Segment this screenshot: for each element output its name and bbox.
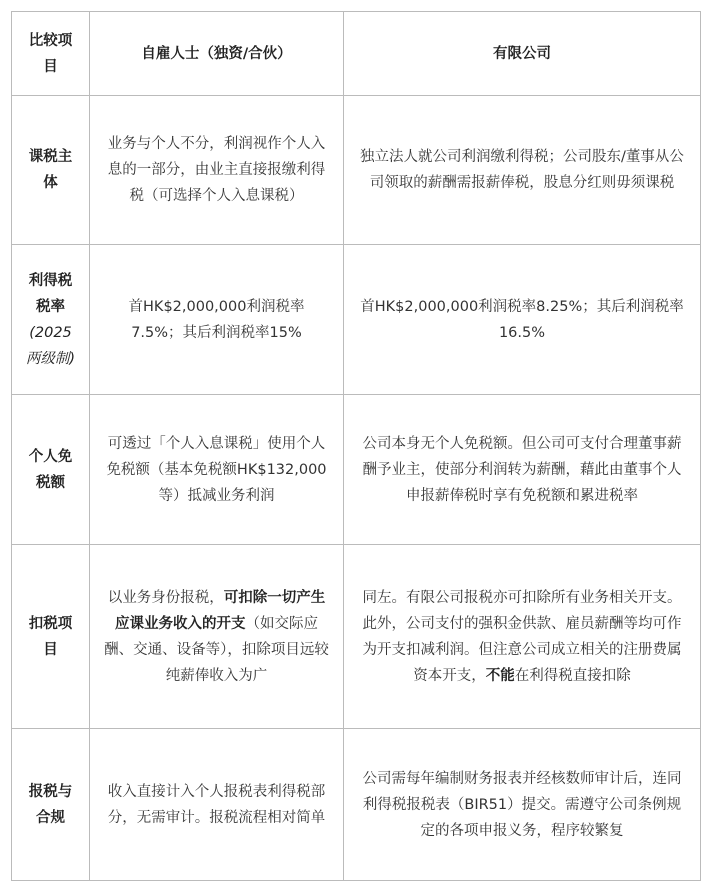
header-sole-proprietor: 自雇人士（独资/合伙） [90,12,344,96]
table-header-row [12,12,701,96]
table-row [12,245,701,395]
table-row [12,96,701,245]
header-item: 比较项目 [12,12,90,96]
sole-proprietor-cell: 业务与个人不分，利润视作个人入息的一部分，由业主直接报缴利得税（可选择个人入息课税） [90,96,344,245]
row-label-note: (2025两级制) [25,324,76,367]
bold-text: 可扣除一切产生应课业务收入的开支 [115,589,326,632]
limited-company-cell: 公司需每年编制财务报表并经核数师审计后，连同利得税报税表（BIR51）提交。需遵守公司条例规定的各项申报义务，程序较繁复 [344,729,701,881]
sole-proprietor-cell: 首HK$2,000,000利润税率7.5%；其后利润税率15% [90,245,344,395]
limited-company-cell: 独立法人就公司利润缴利得税；公司股东/董事从公司领取的薪酬需报薪俸税，股息分红则毋须课税 [344,96,701,245]
row-label: 课税主体 [12,96,90,245]
bold-text: 不能 [485,667,515,684]
table-row [12,545,701,729]
sole-proprietor-cell: 收入直接计入个人报税表利得税部分，无需审计。报税流程相对简单 [90,729,344,881]
sole-proprietor-cell: 以业务身份报税，可扣除一切产生应课业务收入的开支（如交际应酬、交通、设备等），扣除项目远较纯薪俸收入为广 [90,545,344,729]
limited-company-cell: 公司本身无个人免税额。但公司可支付合理董事薪酬予业主，使部分利润转为薪酬，藉此由董事个人申报薪俸税时享有免税额和累进税率 [344,395,701,545]
table-row [12,395,701,545]
row-label: 报税与合规 [12,729,90,881]
sole-proprietor-cell: 可透过「个人入息课税」使用个人免税额（基本免税额HK$132,000等）抵减业务利润 [90,395,344,545]
limited-company-cell: 同左。有限公司报税亦可扣除所有业务相关开支。此外，公司支付的强积金供款、雇员薪酬等均可作为开支扣减利润。但注意公司成立相关的注册费属资本开支，不能在利得税直接扣除 [344,545,701,729]
limited-company-cell: 首HK$2,000,000利润税率8.25%；其后利润税率16.5% [344,245,701,395]
row-label: 扣税项目 [12,545,90,729]
row-label: 个人免税额 [12,395,90,545]
comparison-table [11,11,701,881]
table-row [12,729,701,881]
header-limited-company: 有限公司 [344,12,701,96]
row-label: 利得税税率(2025两级制) [12,245,90,395]
